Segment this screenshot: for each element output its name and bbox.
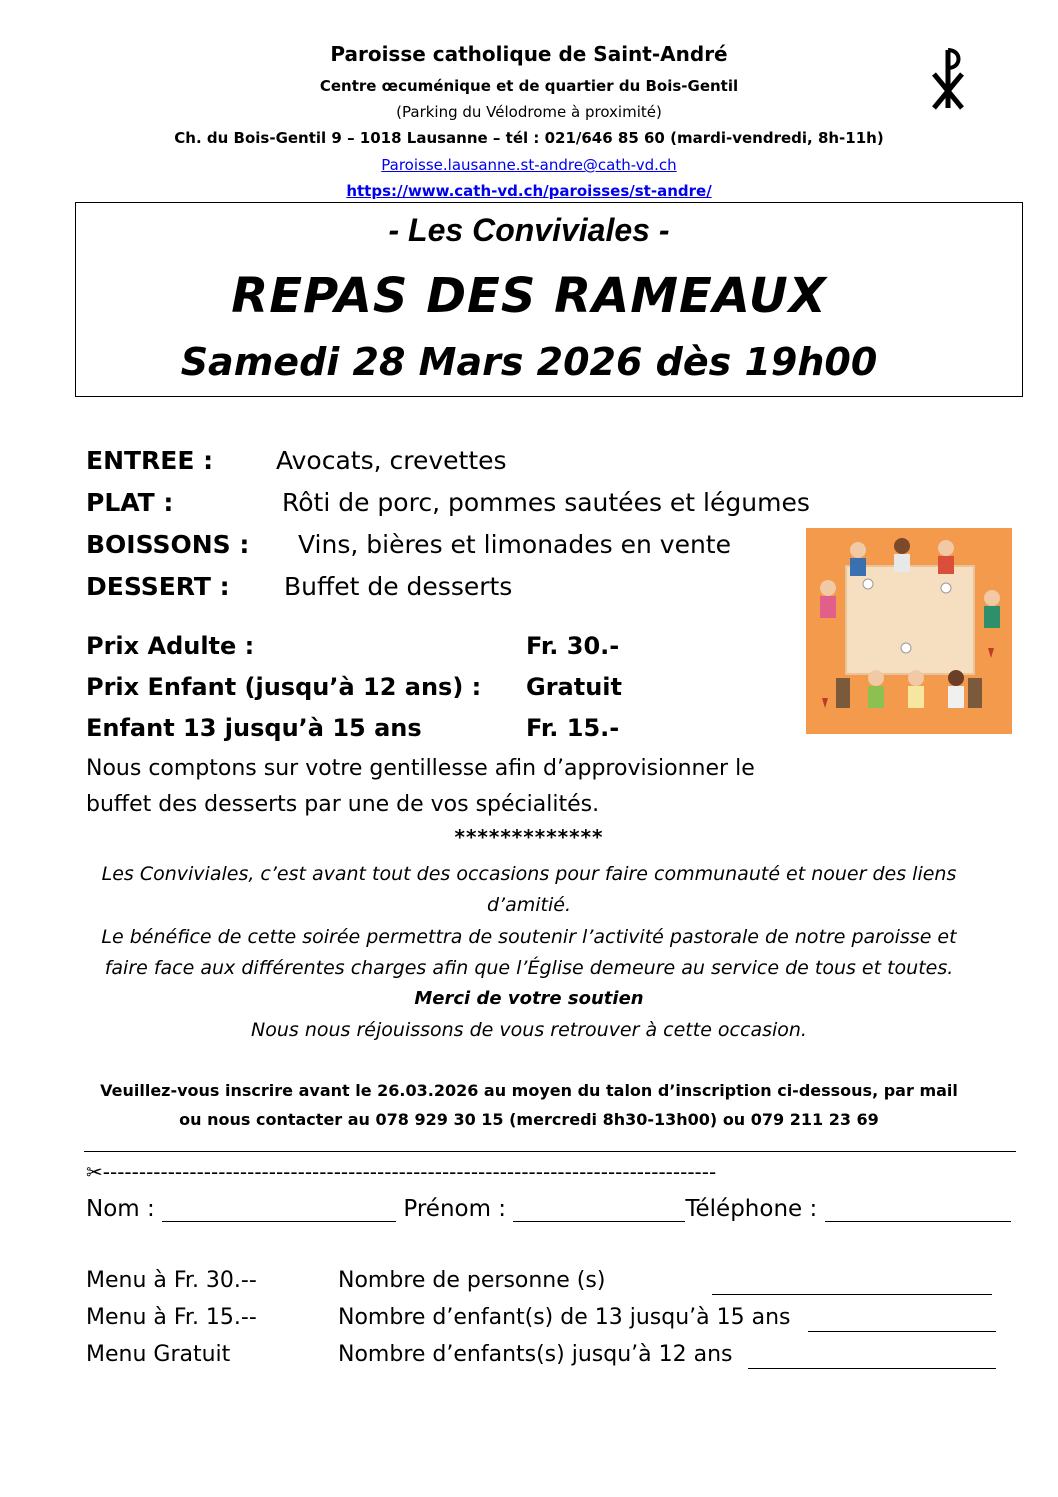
form-top-rule <box>84 1151 1016 1152</box>
menu-label-entree: ENTREE : <box>86 446 214 475</box>
prenom-field[interactable] <box>513 1199 685 1222</box>
thanks-text: Merci de votre soutien <box>414 988 644 1009</box>
conviviales-text-line: d’amitié. <box>487 894 571 916</box>
price-label-adult: Prix Adulte : <box>86 632 255 660</box>
conviviales-text-line: Le bénéfice de cette soirée permettra de soutenir l’activité pastorale de notre paroisse et <box>101 926 957 948</box>
menu-label-dessert: DESSERT : <box>86 572 230 601</box>
nom-field[interactable] <box>162 1199 396 1222</box>
form-menu-label: Menu Gratuit <box>86 1342 231 1367</box>
form-menu-label: Menu à Fr. 15.-- <box>86 1305 257 1330</box>
conviviales-text-line: Les Conviviales, c’est avant tout des occasions pour faire communauté et nouer des liens <box>101 863 957 885</box>
email-link[interactable]: Paroisse.lausanne.st-andre@cath-vd.ch <box>381 156 677 174</box>
menu-value-plat: Rôti de porc, pommes sautées et légumes <box>282 488 810 517</box>
price-label-child: Prix Enfant (jusqu’à 12 ans) : <box>86 673 482 701</box>
form-row-desc: Nombre d’enfant(s) de 13 jusqu’à 15 ans <box>338 1305 791 1330</box>
child-count-field[interactable] <box>748 1346 996 1369</box>
contact-fields-row <box>86 1196 1011 1222</box>
event-series: - Les Conviviales - <box>388 212 670 248</box>
registration-note: ou nous contacter au 078 929 30 15 (mercredi 8h30-13h00) ou 079 211 23 69 <box>179 1110 879 1129</box>
telephone-label: Téléphone : <box>685 1196 818 1222</box>
persons-count-field[interactable] <box>712 1272 992 1295</box>
star-separator: ************* <box>454 825 604 849</box>
menu-label-boissons: BOISSONS : <box>86 530 250 559</box>
teen-count-field[interactable] <box>808 1309 996 1332</box>
price-label-teen: Enfant 13 jusqu’à 15 ans <box>86 714 422 742</box>
dessert-request-line: Nous comptons sur votre gentillesse afin d’approvisionner le <box>86 756 755 781</box>
dinner-party-illustration <box>806 528 1012 734</box>
closing-text: Nous nous réjouissons de vous retrouver à cette occasion. <box>251 1019 807 1041</box>
price-value-adult: Fr. 30.- <box>526 632 620 660</box>
event-date: Samedi 28 Mars 2026 dès 19h00 <box>180 340 878 384</box>
registration-note: Veuillez-vous inscrire avant le 26.03.2026 au moyen du talon d’inscription ci-dessous, par mail <box>100 1081 958 1100</box>
telephone-field[interactable] <box>825 1199 1011 1222</box>
form-row-desc: Nombre d’enfants(s) jusqu’à 12 ans <box>338 1342 733 1367</box>
conviviales-text-line: faire face aux différentes charges afin que l’Église demeure au service de tous et toutes. <box>104 957 954 979</box>
menu-value-dessert: Buffet de desserts <box>284 572 513 601</box>
price-value-child: Gratuit <box>526 673 622 701</box>
price-value-teen: Fr. 15.- <box>526 714 620 742</box>
cut-line <box>86 1160 1016 1184</box>
event-name: REPAS DES RAMEAUX <box>231 268 827 324</box>
chi-rho-icon <box>928 46 968 112</box>
cut-dashes: ------------------------------------------------------------------------------------- <box>102 1160 717 1184</box>
form-row-desc: Nombre de personne (s) <box>338 1268 606 1293</box>
parish-title: Paroisse catholique de Saint-André <box>330 42 728 66</box>
parish-address: Ch. du Bois-Gentil 9 – 1018 Lausanne – tél : 021/646 85 60 (mardi-vendredi, 8h-11h) <box>174 129 884 147</box>
nom-label: Nom : <box>86 1196 155 1222</box>
dessert-request-line: buffet des desserts par une de vos spécialités. <box>86 792 600 817</box>
menu-value-entree: Avocats, crevettes <box>276 446 507 475</box>
menu-value-boissons: Vins, bières et limonades en vente <box>298 530 731 559</box>
parking-note: (Parking du Vélodrome à proximité) <box>396 103 662 121</box>
parish-subtitle: Centre œcuménique et de quartier du Bois-Gentil <box>319 77 739 95</box>
form-menu-label: Menu à Fr. 30.-- <box>86 1268 257 1293</box>
menu-label-plat: PLAT : <box>86 488 174 517</box>
scissors-icon: ✂ <box>86 1160 103 1184</box>
website-link[interactable]: https://www.cath-vd.ch/paroisses/st-andre/ <box>346 182 712 200</box>
prenom-label: Prénom : <box>403 1196 507 1222</box>
